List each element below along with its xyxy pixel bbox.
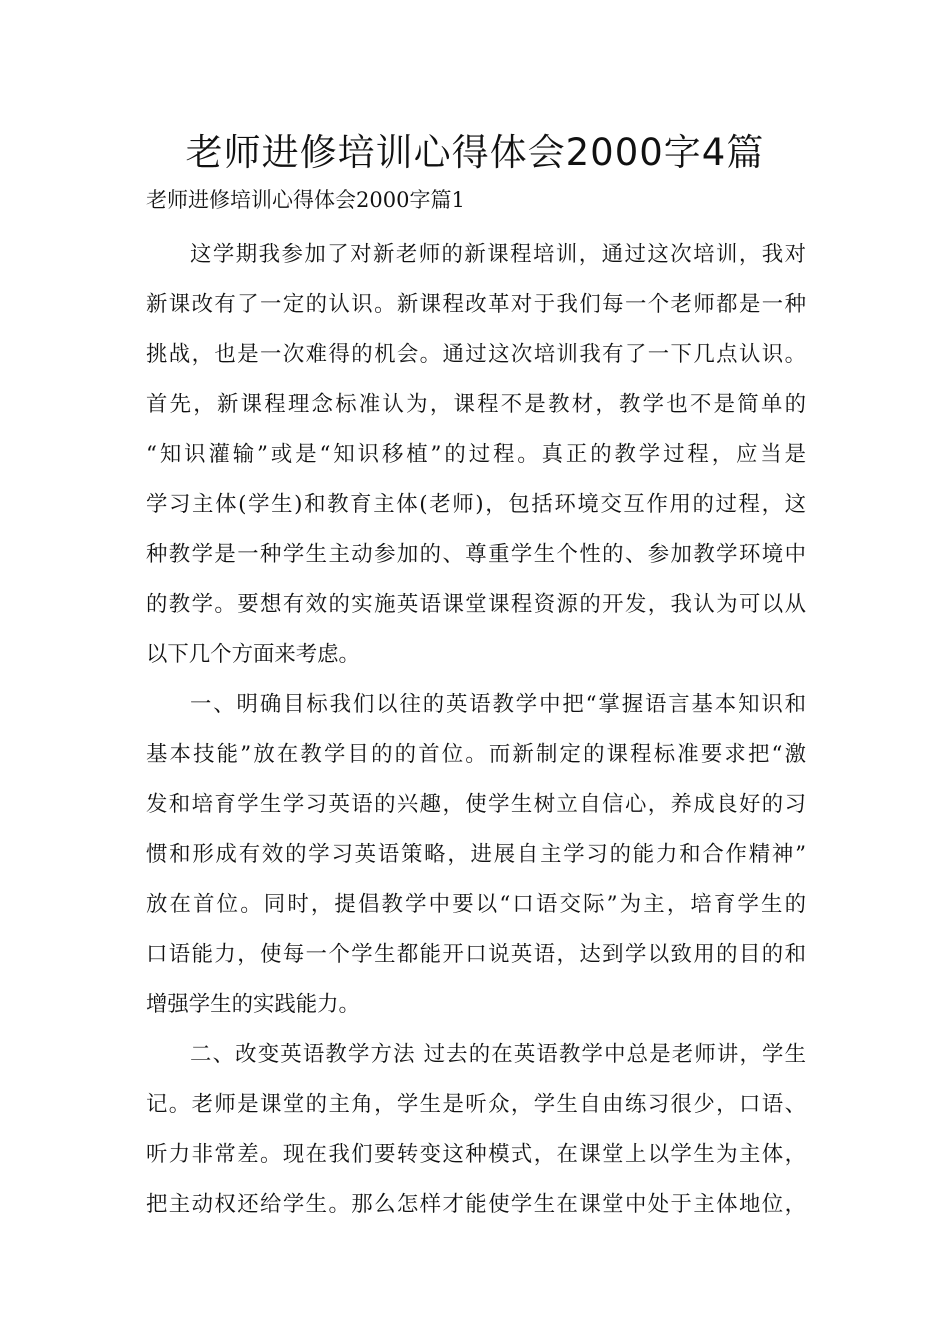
paragraph-2 bbox=[146, 680, 806, 1030]
text-line: 发和培育学生学习英语的兴趣，使学生树立自信心，养成良好的习 bbox=[146, 792, 806, 817]
text-line: 惯和形成有效的学习英语策略，进展自主学习的能力和合作精神” bbox=[146, 842, 806, 867]
text-line: 一、明确目标我们以往的英语教学中把“掌握语言基本知识和 bbox=[190, 692, 806, 717]
text-line: 二、改变英语教学方法 过去的在英语教学中总是老师讲，学生 bbox=[190, 1042, 806, 1067]
document-body bbox=[146, 230, 806, 1230]
paragraph-1 bbox=[146, 230, 806, 680]
text-line: 种教学是一种学生主动参加的、尊重学生个性的、参加教学环境中 bbox=[146, 542, 806, 567]
text-line: 挑战，也是一次难得的机会。通过这次培训我有了一下几点认识。 bbox=[146, 342, 806, 367]
text-line: 放在首位。同时，提倡教学中要以“口语交际”为主，培育学生的 bbox=[146, 892, 806, 917]
text-line: 以下几个方面来考虑。 bbox=[146, 642, 360, 667]
paragraph-3 bbox=[146, 1030, 806, 1230]
text-line: 听力非常差。现在我们要转变这种模式，在课堂上以学生为主体， bbox=[146, 1142, 806, 1167]
text-line: 把主动权还给学生。那么怎样才能使学生在课堂中处于主体地位， bbox=[146, 1192, 806, 1217]
text-line: 新课改有了一定的认识。新课程改革对于我们每一个老师都是一种 bbox=[146, 292, 806, 317]
text-line: 口语能力，使每一个学生都能开口说英语，达到学以致用的目的和 bbox=[146, 942, 806, 967]
text-line: 学习主体(学生)和教育主体(老师)，包括环境交互作用的过程，这 bbox=[146, 492, 806, 517]
text-line: 这学期我参加了对新老师的新课程培训，通过这次培训，我对 bbox=[190, 242, 806, 267]
text-line: 的教学。要想有效的实施英语课堂课程资源的开发，我认为可以从 bbox=[146, 592, 806, 617]
text-line: 首先，新课程理念标准认为，课程不是教材，教学也不是简单的 bbox=[146, 392, 806, 417]
text-line: “知识灌输”或是“知识移植”的过程。真正的教学过程，应当是 bbox=[146, 442, 806, 467]
document-title: 老师进修培训心得体会2000字4篇 bbox=[185, 131, 765, 174]
text-line: 基本技能”放在教学目的的首位。而新制定的课程标准要求把“激 bbox=[146, 742, 806, 767]
section-heading: 老师进修培训心得体会2000字篇1 bbox=[146, 188, 465, 212]
text-line: 记。老师是课堂的主角，学生是听众，学生自由练习很少，口语、 bbox=[146, 1092, 806, 1117]
text-line: 增强学生的实践能力。 bbox=[146, 992, 360, 1017]
